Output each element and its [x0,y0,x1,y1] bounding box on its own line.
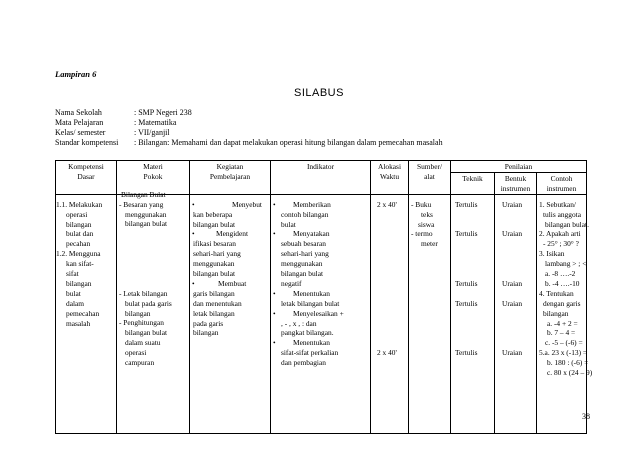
bentuk-line: Uraian [502,348,523,358]
materi-line: bilangan bulat [125,219,168,229]
kegiatan-line: menggunakan [193,259,235,269]
contoh-cell [537,195,593,433]
indikator-bullet: • [273,199,276,209]
header-materi: Materi Pokok [117,161,190,195]
contoh-line: - 25° ; 30° ? [543,239,579,249]
meta-value: : SMP Negeri 238 [134,108,192,117]
materi-line: - Penghitungan [119,318,164,328]
contoh-line: a. -8 ….-2 [545,269,576,279]
indikator-bullet: • [273,288,276,298]
kompetensi-line: bilangan [66,278,92,288]
contoh-line: b. -4 ….-10 [545,278,580,288]
kegiatan-line: bilangan bulat [193,219,236,229]
kompetensi-line: dalam [66,298,85,308]
indikator-line: Menyelesaikan + [293,308,344,318]
kegiatan-line: bilangan bulat [193,269,236,279]
kompetensi-line: 1.2. Mengguna [56,249,101,259]
indikator-line: letak bilangan bulat [281,298,340,308]
meta-label: Nama Sekolah [55,108,102,117]
indikator-bullet: • [273,338,276,348]
materi-cell [117,189,189,433]
contoh-line: 4. Tentukan [539,288,574,298]
kegiatan-bullet: • [192,278,195,288]
materi-line: - Besaran yang [119,199,164,209]
alokasi-line: 2 x 40' [377,348,397,358]
kompetensi-line: bilangan [66,219,92,229]
indikator-line: Menyatakan [293,229,330,239]
contoh-line: bilangan bulat. [545,219,589,229]
kegiatan-line: letak bilangan [193,308,235,318]
kegiatan-bullet: • [192,229,195,239]
kompetensi-line: 1.1. Melakukan [56,199,103,209]
kegiatan-line: kan beberapa [193,209,233,219]
meta-value: : Bilangan: Memahami dan dapat melakukan operasi hitung bilangan dalam pemecahan masalah [134,138,443,147]
indikator-line: contoh bilangan [281,209,329,219]
kegiatan-line: pada garis [193,318,224,328]
materi-line: bulat pada garis [125,298,172,308]
kompetensi-line: operasi [66,209,88,219]
indikator-line: pangkat bilangan. [281,328,334,338]
contoh-line: 1. Sebutkan/ [539,199,576,209]
indikator-line: bulat [281,219,296,229]
teknik-line: Tertulis [455,199,478,209]
lampiran-label: Lampiran 6 [55,69,97,79]
sumber-line: - termo [411,229,433,239]
sumber-line: - Buku [411,199,432,209]
indikator-bullet: • [273,229,276,239]
contoh-line: b. 7 – 4 = [547,328,576,338]
meta-label: Kelas/ semester [55,128,106,137]
bentuk-line: Uraian [502,298,523,308]
kegiatan-line: Membuat [218,278,247,288]
kompetensi-cell [56,195,116,433]
kompetensi-line: sifat [66,269,79,279]
header-kegiatan: Kegiatan Pembelajaran [190,161,271,195]
contoh-line: a. -4 + 2 = [547,318,578,328]
header-contoh: Contoh instrumen [537,172,587,194]
contoh-line: dengan garis [543,298,581,308]
materi-line: bilangan bulat [125,328,168,338]
kegiatan-bullet: • [192,199,195,209]
sumber-line: teks [421,209,433,219]
contoh-line: c. -5 – (-6) = [545,338,583,348]
page-number: 38 [582,412,590,421]
meta-value: : Matematika [134,118,177,127]
contoh-line: tulis anggota [543,209,581,219]
teknik-line: Tertulis [455,348,478,358]
meta-label: Standar kompetensi [55,138,119,147]
indikator-line: sifat-sifat perkalian [281,348,339,358]
sumber-cell [409,195,450,433]
kegiatan-line: Menyebut [232,199,262,209]
materi-line: dalam suatu [125,338,161,348]
contoh-line: 5.a. 23 x (-13) = [539,348,588,358]
kompetensi-line: pemecahan [66,308,100,318]
kompetensi-line: bulat dan [66,229,94,239]
bentuk-cell [495,195,536,433]
kompetensi-line: kan sifat- [66,259,94,269]
page-title: SILABUS [294,87,344,99]
header-kompetensi: Kompetensi Dasar [56,161,117,195]
materi-line: campuran [125,358,155,368]
contoh-line: bilangan [543,308,569,318]
contoh-line: 3. Isikan [539,249,565,259]
sumber-line: siswa [418,219,435,229]
contoh-line: b. 180 : (-6) = [547,358,589,368]
kegiatan-cell [190,195,270,433]
kegiatan-line: garis bilangan [193,288,235,298]
kompetensi-line: masalah [66,318,91,328]
kegiatan-line: bilangan [193,328,219,338]
teknik-cell [451,195,494,433]
alokasi-line: 2 x 40' [377,199,397,209]
kegiatan-line: ifikasi besaran [193,239,236,249]
indikator-line: dan pembagian [281,358,326,368]
materi-line: Bilangan Bulat [121,189,166,199]
contoh-line: 2. Apakah arti [539,229,581,239]
header-teknik: Teknik [451,172,495,194]
indikator-line: , - , x , : dan [281,318,317,328]
materi-line: menggunakan [125,209,167,219]
indikator-line: bilangan bulat [281,269,324,279]
header-sumber: Sumber/ alat [409,161,451,195]
bentuk-line: Uraian [502,199,523,209]
header-indikator: Indikator [271,161,371,195]
meta-value: : VII/ganjil [134,128,170,137]
teknik-line: Tertulis [455,298,478,308]
header-penilaian: Penilaian [451,161,587,173]
kompetensi-line: bulat [66,288,81,298]
header-alokasi: Alokasi Waktu [371,161,409,195]
kegiatan-line: sehari-hari yang [193,249,241,259]
teknik-line: Tertulis [455,278,478,288]
contoh-line: c. 80 x (24 – 9) [547,368,593,378]
kompetensi-line: pecahan [66,239,91,249]
bentuk-line: Uraian [502,278,523,288]
materi-line: operasi [125,348,147,358]
indikator-line: Menentukan [293,288,330,298]
indikator-line: sehari-hari yang [281,249,329,259]
indikator-line: Menentukan [293,338,330,348]
materi-line: - Letak bilangan [119,288,168,298]
sumber-line: meter [421,239,438,249]
contoh-line: lambang > ; < [545,259,587,269]
silabus-table [55,160,593,434]
meta-label: Mata Pelajaran [55,118,104,127]
kegiatan-line: dan menentukan [193,298,242,308]
header-bentuk: Bentuk instrumen [495,172,537,194]
indikator-bullet: • [273,308,276,318]
indikator-cell [271,195,370,433]
indikator-line: Memberikan [293,199,331,209]
bentuk-line: Uraian [502,229,523,239]
teknik-line: Tertulis [455,229,478,239]
kegiatan-line: Mengident [216,229,249,239]
indikator-line: sebuah besaran [281,239,326,249]
materi-line: bilangan [125,308,151,318]
indikator-line: menggunakan [281,259,323,269]
alokasi-cell [371,195,408,433]
indikator-line: negatif [281,278,302,288]
